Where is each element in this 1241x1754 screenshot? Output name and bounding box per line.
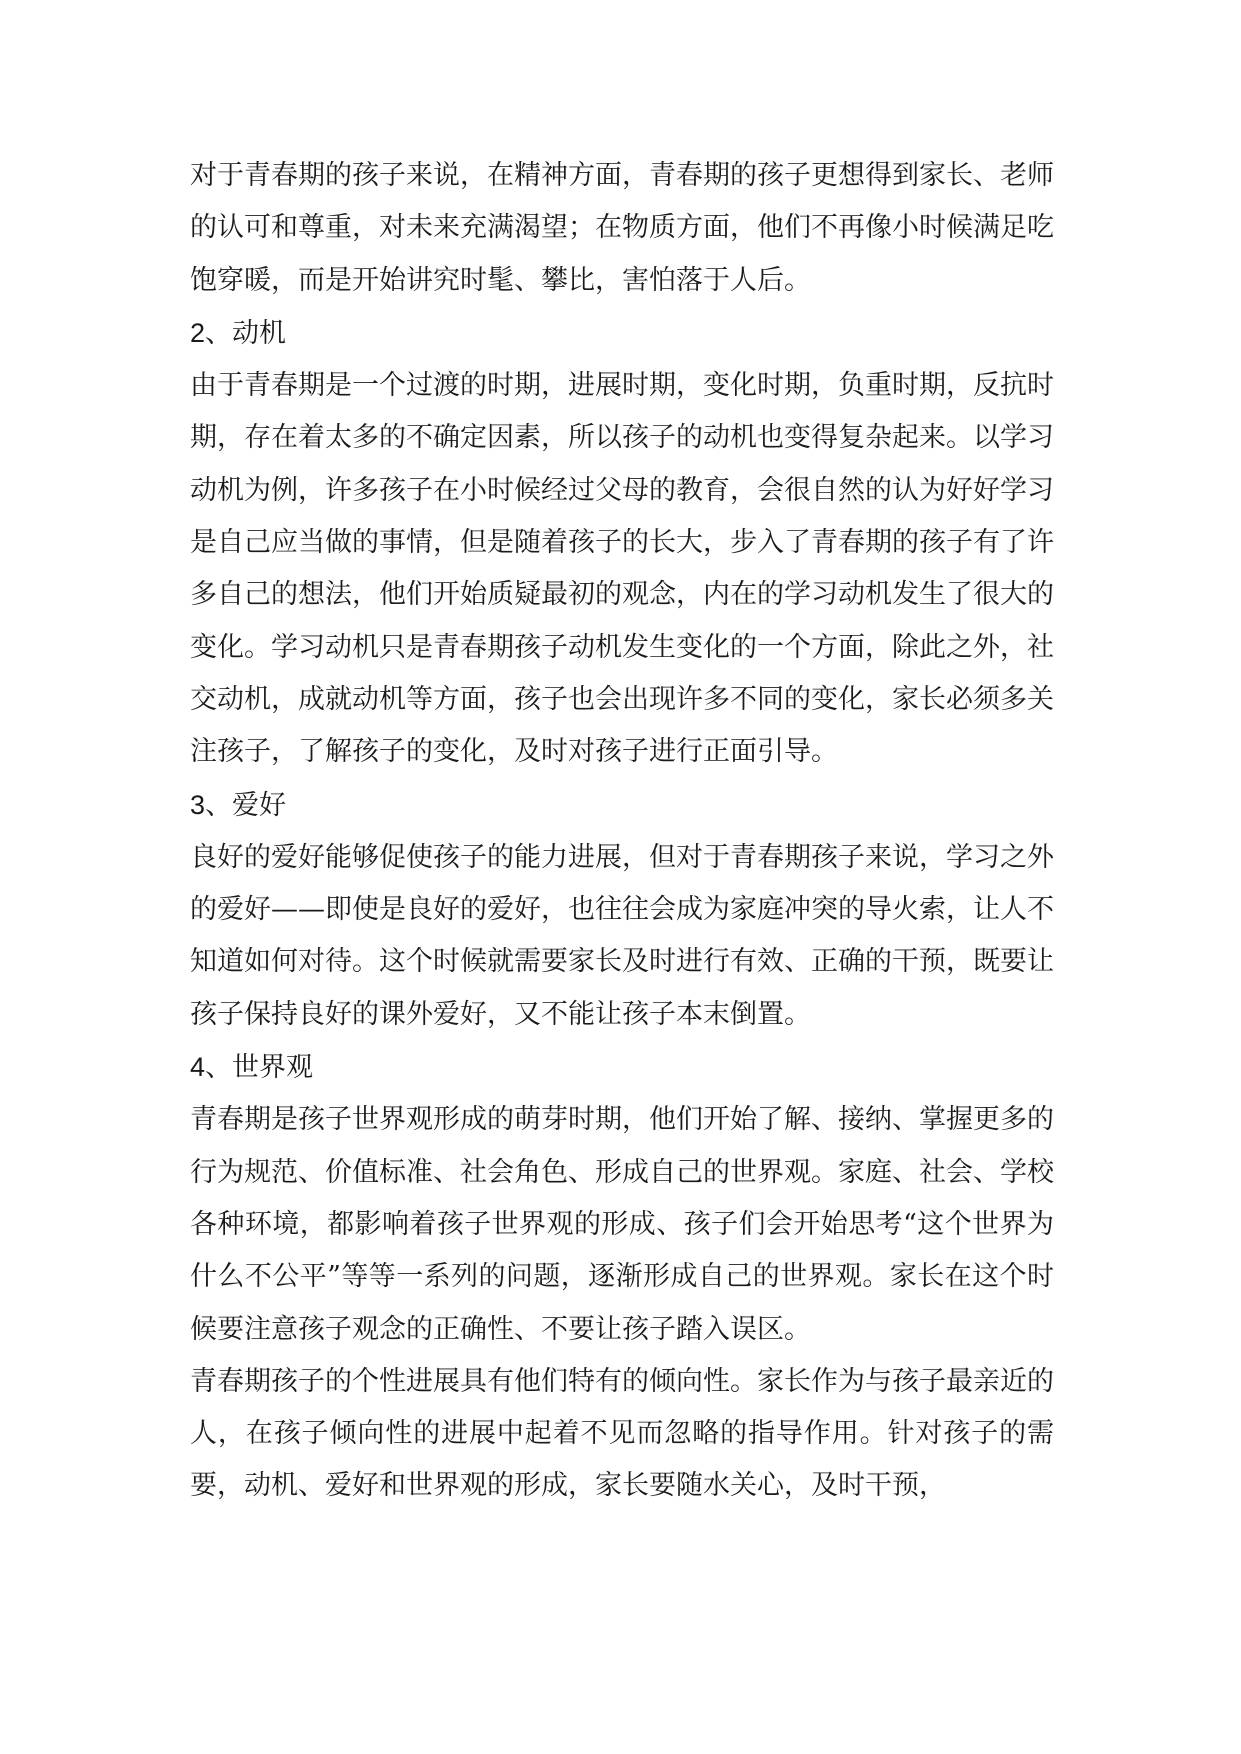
section-title: 、爱好 xyxy=(205,789,287,821)
paragraph-worldview: 青春期是孩子世界观形成的萌芽时期，他们开始了解、接纳、掌握更多的行为规范、价值标准、社会角色、形成自己的世界观。家庭、社会、学校各种环境，都影响着孩子世界观的形成、孩子们会开始思考“这个世界为什么不公平”等等一系列的问题，逐渐形成自己的世界观。家长在这个时候要注意孩子观念的正确性、不要让孩子踏入误区。 xyxy=(190,1104,1054,1345)
section-heading-hobbies xyxy=(190,779,1054,832)
section-heading-worldview xyxy=(190,1041,1054,1094)
section-number: 2 xyxy=(190,317,206,348)
section-heading-motivation xyxy=(190,307,1054,360)
paragraph-summary: 青春期孩子的个性进展具有他们特有的倾向性。家长作为与孩子最亲近的人，在孩子倾向性的进展中起着不见而忽略的指导作用。针对孩子的需要，动机、爱好和世界观的形成，家长要随水关心，及时干预， xyxy=(190,1365,1054,1502)
paragraph-motivation: 由于青春期是一个过渡的时期，进展时期，变化时期，负重时期，反抗时期，存在着太多的不确定因素，所以孩子的动机也变得复杂起来。以学习动机为例，许多孩子在小时候经过父母的教育，会很自然的认为好好学习是自己应当做的事情，但是随着孩子的长大，步入了青春期的孩子有了许多自己的想法，他们开始质疑最初的观念，内在的学习动机发生了很大的变化。学习动机只是青春期孩子动机发生变化的一个方面，除此之外，社交动机，成就动机等方面，孩子也会出现许多不同的变化，家长必须多关注孩子，了解孩子的变化，及时对孩子进行正面引导。 xyxy=(190,370,1054,768)
paragraph-needs: 对于青春期的孩子来说，在精神方面，青春期的孩子更想得到家长、老师的认可和尊重，对未来充满渴望；在物质方面，他们不再像小时候满足吃饱穿暖，而是开始讲究时髦、攀比，害怕落于人后。 xyxy=(190,160,1054,296)
section-number: 3 xyxy=(190,789,206,820)
section-number: 4 xyxy=(190,1052,206,1083)
document-body xyxy=(190,150,1054,1513)
paragraph-hobbies: 良好的爱好能够促使孩子的能力进展，但对于青春期孩子来说，学习之外的爱好——即使是良好的爱好，也往往会成为家庭冲突的导火索，让人不知道如何对待。这个时候就需要家长及时进行有效、正确的干预，既要让孩子保持良好的课外爱好，又不能让孩子本末倒置。 xyxy=(190,841,1054,1030)
section-title: 、动机 xyxy=(205,317,287,349)
section-title: 、世界观 xyxy=(205,1052,314,1084)
